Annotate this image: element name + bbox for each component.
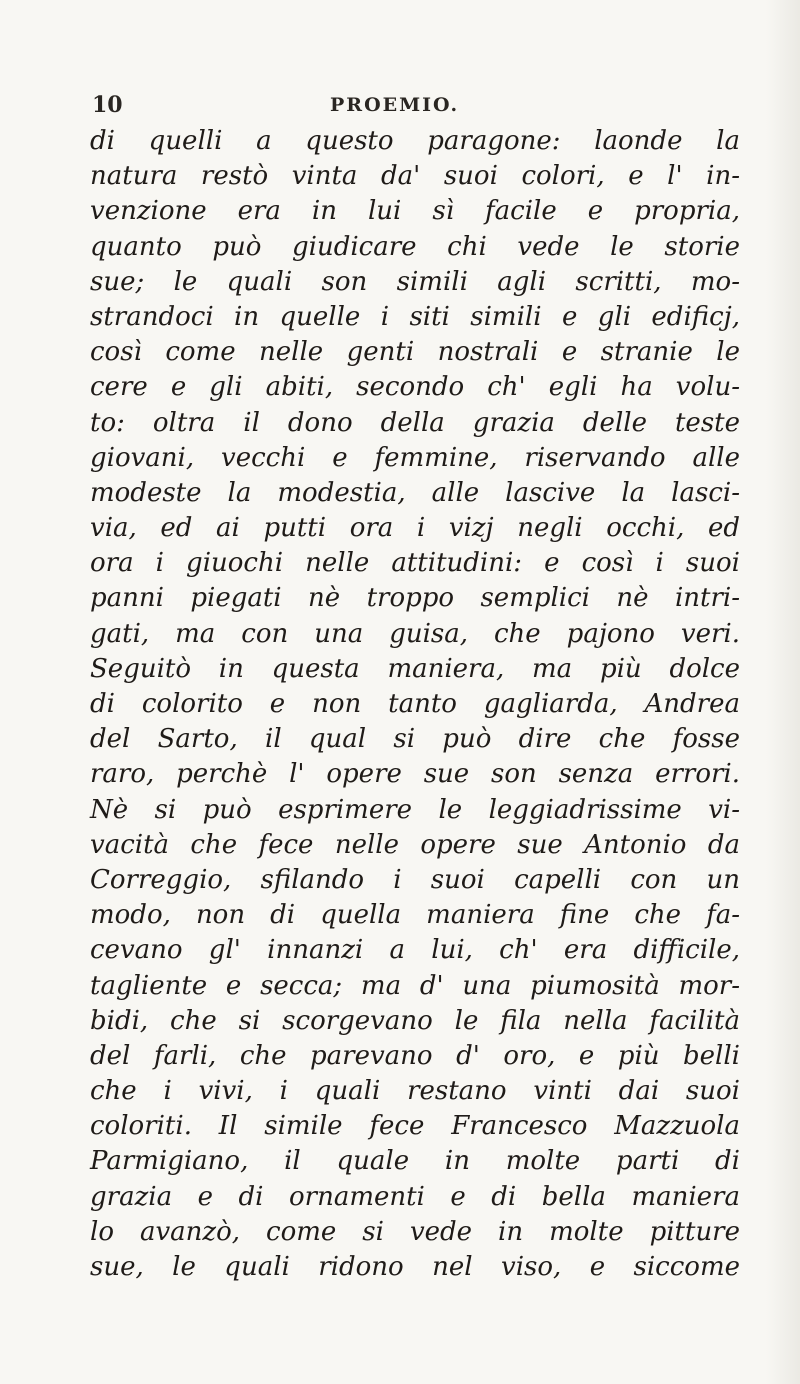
text-line: giovani, vecchi e femmine, riservando alle [90, 442, 740, 473]
text-line: del farli, che parevano d' oro, e più belli [90, 1040, 740, 1071]
text-line: Parmigiano, il quale in molte parti di [90, 1146, 740, 1177]
running-head: PROEMIO. [330, 94, 460, 116]
text-line: di quelli a questo paragone: laonde la [90, 126, 740, 156]
text-line: sue; le quali son simili agli scritti, mo- [90, 266, 740, 297]
text-line: cere e gli abiti, secondo ch' egli ha volu- [90, 372, 740, 403]
text-line: modo, non di quella maniera fine che fa- [90, 900, 740, 931]
body-text [90, 124, 740, 1285]
text-line: sue, le quali ridono nel viso, e siccome [90, 1252, 740, 1282]
text-line: coloriti. Il simile fece Francesco Mazzuola [90, 1111, 740, 1142]
text-line: venzione era in lui sì facile e propria, [90, 196, 740, 227]
text-line: to: oltra il dono della grazia delle teste [90, 407, 740, 438]
text-line: grazia e di ornamenti e di bella maniera [90, 1181, 740, 1212]
text-line: gati, ma con una guisa, che pajono veri. [90, 618, 740, 649]
text-line: Correggio, sfilando i suoi capelli con un [90, 864, 740, 895]
text-line: via, ed ai putti ora i vizj negli occhi, ed [90, 513, 740, 544]
text-line: cevano gl' innanzi a lui, ch' era difficile, [90, 935, 740, 966]
text-line: che i vivi, i quali restano vinti dai suoi [90, 1076, 740, 1107]
text-line: strandoci in quelle i siti simili e gli edificj, [90, 301, 740, 332]
page-header [90, 92, 730, 122]
text-line: panni piegati nè troppo semplici nè intri- [90, 583, 740, 614]
text-line: ora i giuochi nelle attitudini: e così i suoi [90, 548, 740, 579]
text-line: natura restò vinta da' suoi colori, e l' in- [90, 161, 740, 192]
text-line: del Sarto, il qual si può dire che fosse [90, 724, 740, 755]
text-line: raro, perchè l' opere sue son senza errori. [90, 759, 740, 790]
page-number: 10 [92, 92, 123, 118]
text-line: così come nelle genti nostrali e stranie le [90, 337, 740, 368]
text-line: di colorito e non tanto gagliarda, Andrea [90, 689, 740, 719]
text-line: Seguitò in questa maniera, ma più dolce [90, 653, 740, 684]
text-line: lo avanzò, come si vede in molte pitture [90, 1216, 740, 1247]
text-line: tagliente e secca; ma d' una piumosità mor- [90, 970, 740, 1001]
text-line: quanto può giudicare chi vede le storie [90, 231, 740, 262]
text-line: modeste la modestia, alle lascive la lasci- [90, 477, 740, 508]
text-line: Nè si può esprimere le leggiadrissime vi- [90, 794, 740, 825]
text-line: vacità che fece nelle opere sue Antonio da [90, 829, 740, 860]
text-line: bidi, che si scorgevano le fila nella facilità [90, 1005, 740, 1036]
